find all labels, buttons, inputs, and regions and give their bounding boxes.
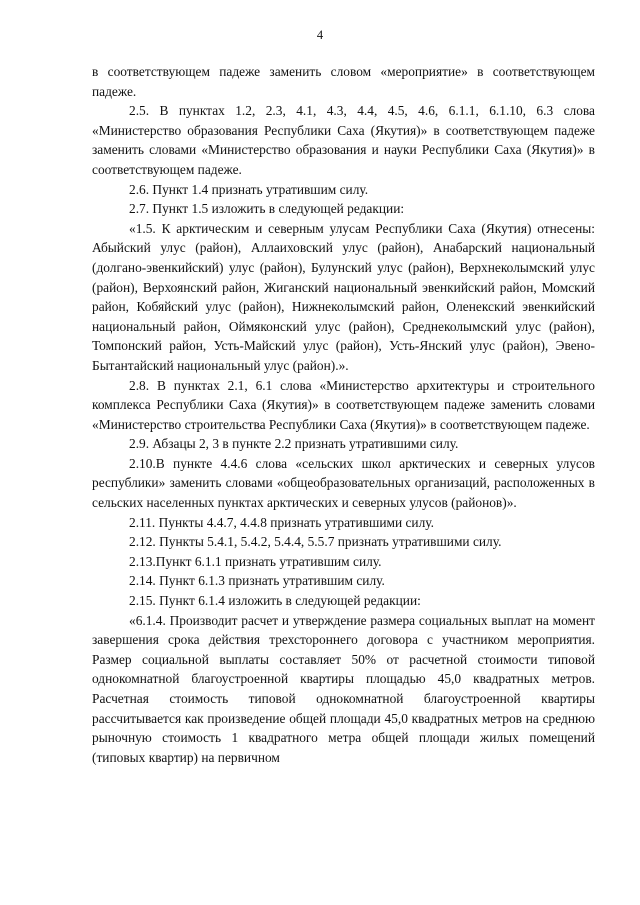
paragraph-2-13: 2.13.Пункт 6.1.1 признать утратившим силу.: [129, 553, 382, 569]
paragraph-quote-6-1-4: «6.1.4. Производит расчет и утверждение размера социальных выплат на момент завершения срока действия трехстороннего договора с участником мероприятия. Размер социальной выплаты составляет 50% от расчетной стоимости типовой однокомнатной благоустроенной квартиры площадью 45,0 квадратных метров. Расчетная стоимость типовой однокомнатной благоустроенной квартиры рассчитывается как произведение общей площади 45,0 квадратных метров на среднюю рыночную стоимость 1 квадратного метра общей площади жилых помещений (типовых квартир) на первичном: [92, 612, 595, 765]
paragraph-2-6: 2.6. Пункт 1.4 признать утратившим силу.: [129, 181, 369, 197]
paragraph-2-12: 2.12. Пункты 5.4.1, 5.4.2, 5.4.4, 5.5.7 признать утратившими силу.: [129, 534, 502, 550]
paragraph-2-11: 2.11. Пункты 4.4.7, 4.4.8 признать утратившими силу.: [129, 514, 434, 530]
paragraph-2-9: 2.9. Абзацы 2, 3 в пункте 2.2 признать утратившими силу.: [129, 436, 459, 452]
page-number: 4: [316, 28, 324, 42]
paragraph-2-5: 2.5. В пунктах 1.2, 2.3, 4.1, 4.3, 4.4, 4.5, 4.6, 6.1.1, 6.1.10, 6.3 слова «Министерство образования Республики Саха (Якутия)» в соответствующем падеже заменить словами «Министерство образования и науки Республики Саха (Якутия)» в соответствующем падеже.: [92, 103, 595, 177]
paragraph-2-15: 2.15. Пункт 6.1.4 изложить в следующей редакции:: [129, 593, 421, 609]
paragraph-quote-1-5: «1.5. К арктическим и северным улусам Республики Саха (Якутия) отнесены: Абыйский улус (район), Аллаиховский улус (район), Анабарский национальный (долгано-эвенкийский) улус (район), Булунский улус (район), Верхнеколымский улус (район), Верхоянский район, Жиганский национальный эвенкийский район, Момский район, Кобяйский улус (район), Нижнеколымский район, Оленекский эвенкийский национальный район, Оймяконский улус (район), Среднеколымский улус (район), Томпонский район, Усть-Майский улус (район), Усть-Янский улус (район), Эвено-Бытантайский национальный улус (район).».: [92, 220, 595, 373]
document-body: [92, 62, 595, 767]
paragraph-2-7: 2.7. Пункт 1.5 изложить в следующей редакции:: [129, 201, 405, 217]
paragraph-continuation: в соответствующем падеже заменить словом «мероприятие» в соответствующем падеже.: [92, 64, 595, 99]
paragraph-2-8: 2.8. В пунктах 2.1, 6.1 слова «Министерство архитектуры и строительного комплекса Республики Саха (Якутия)» в соответствующем падеже заменить словами «Министерство строительства Республики Саха (Якутия)» в соответствующем падеже.: [92, 377, 595, 432]
paragraph-2-14: 2.14. Пункт 6.1.3 признать утратившим силу.: [129, 573, 385, 589]
paragraph-2-10: 2.10.В пункте 4.4.6 слова «сельских школ арктических и северных улусов республики» заменить словами «общеобразовательных организаций, расположенных в сельских населенных пунктах арктических и северных улусов (районов)».: [92, 455, 595, 511]
